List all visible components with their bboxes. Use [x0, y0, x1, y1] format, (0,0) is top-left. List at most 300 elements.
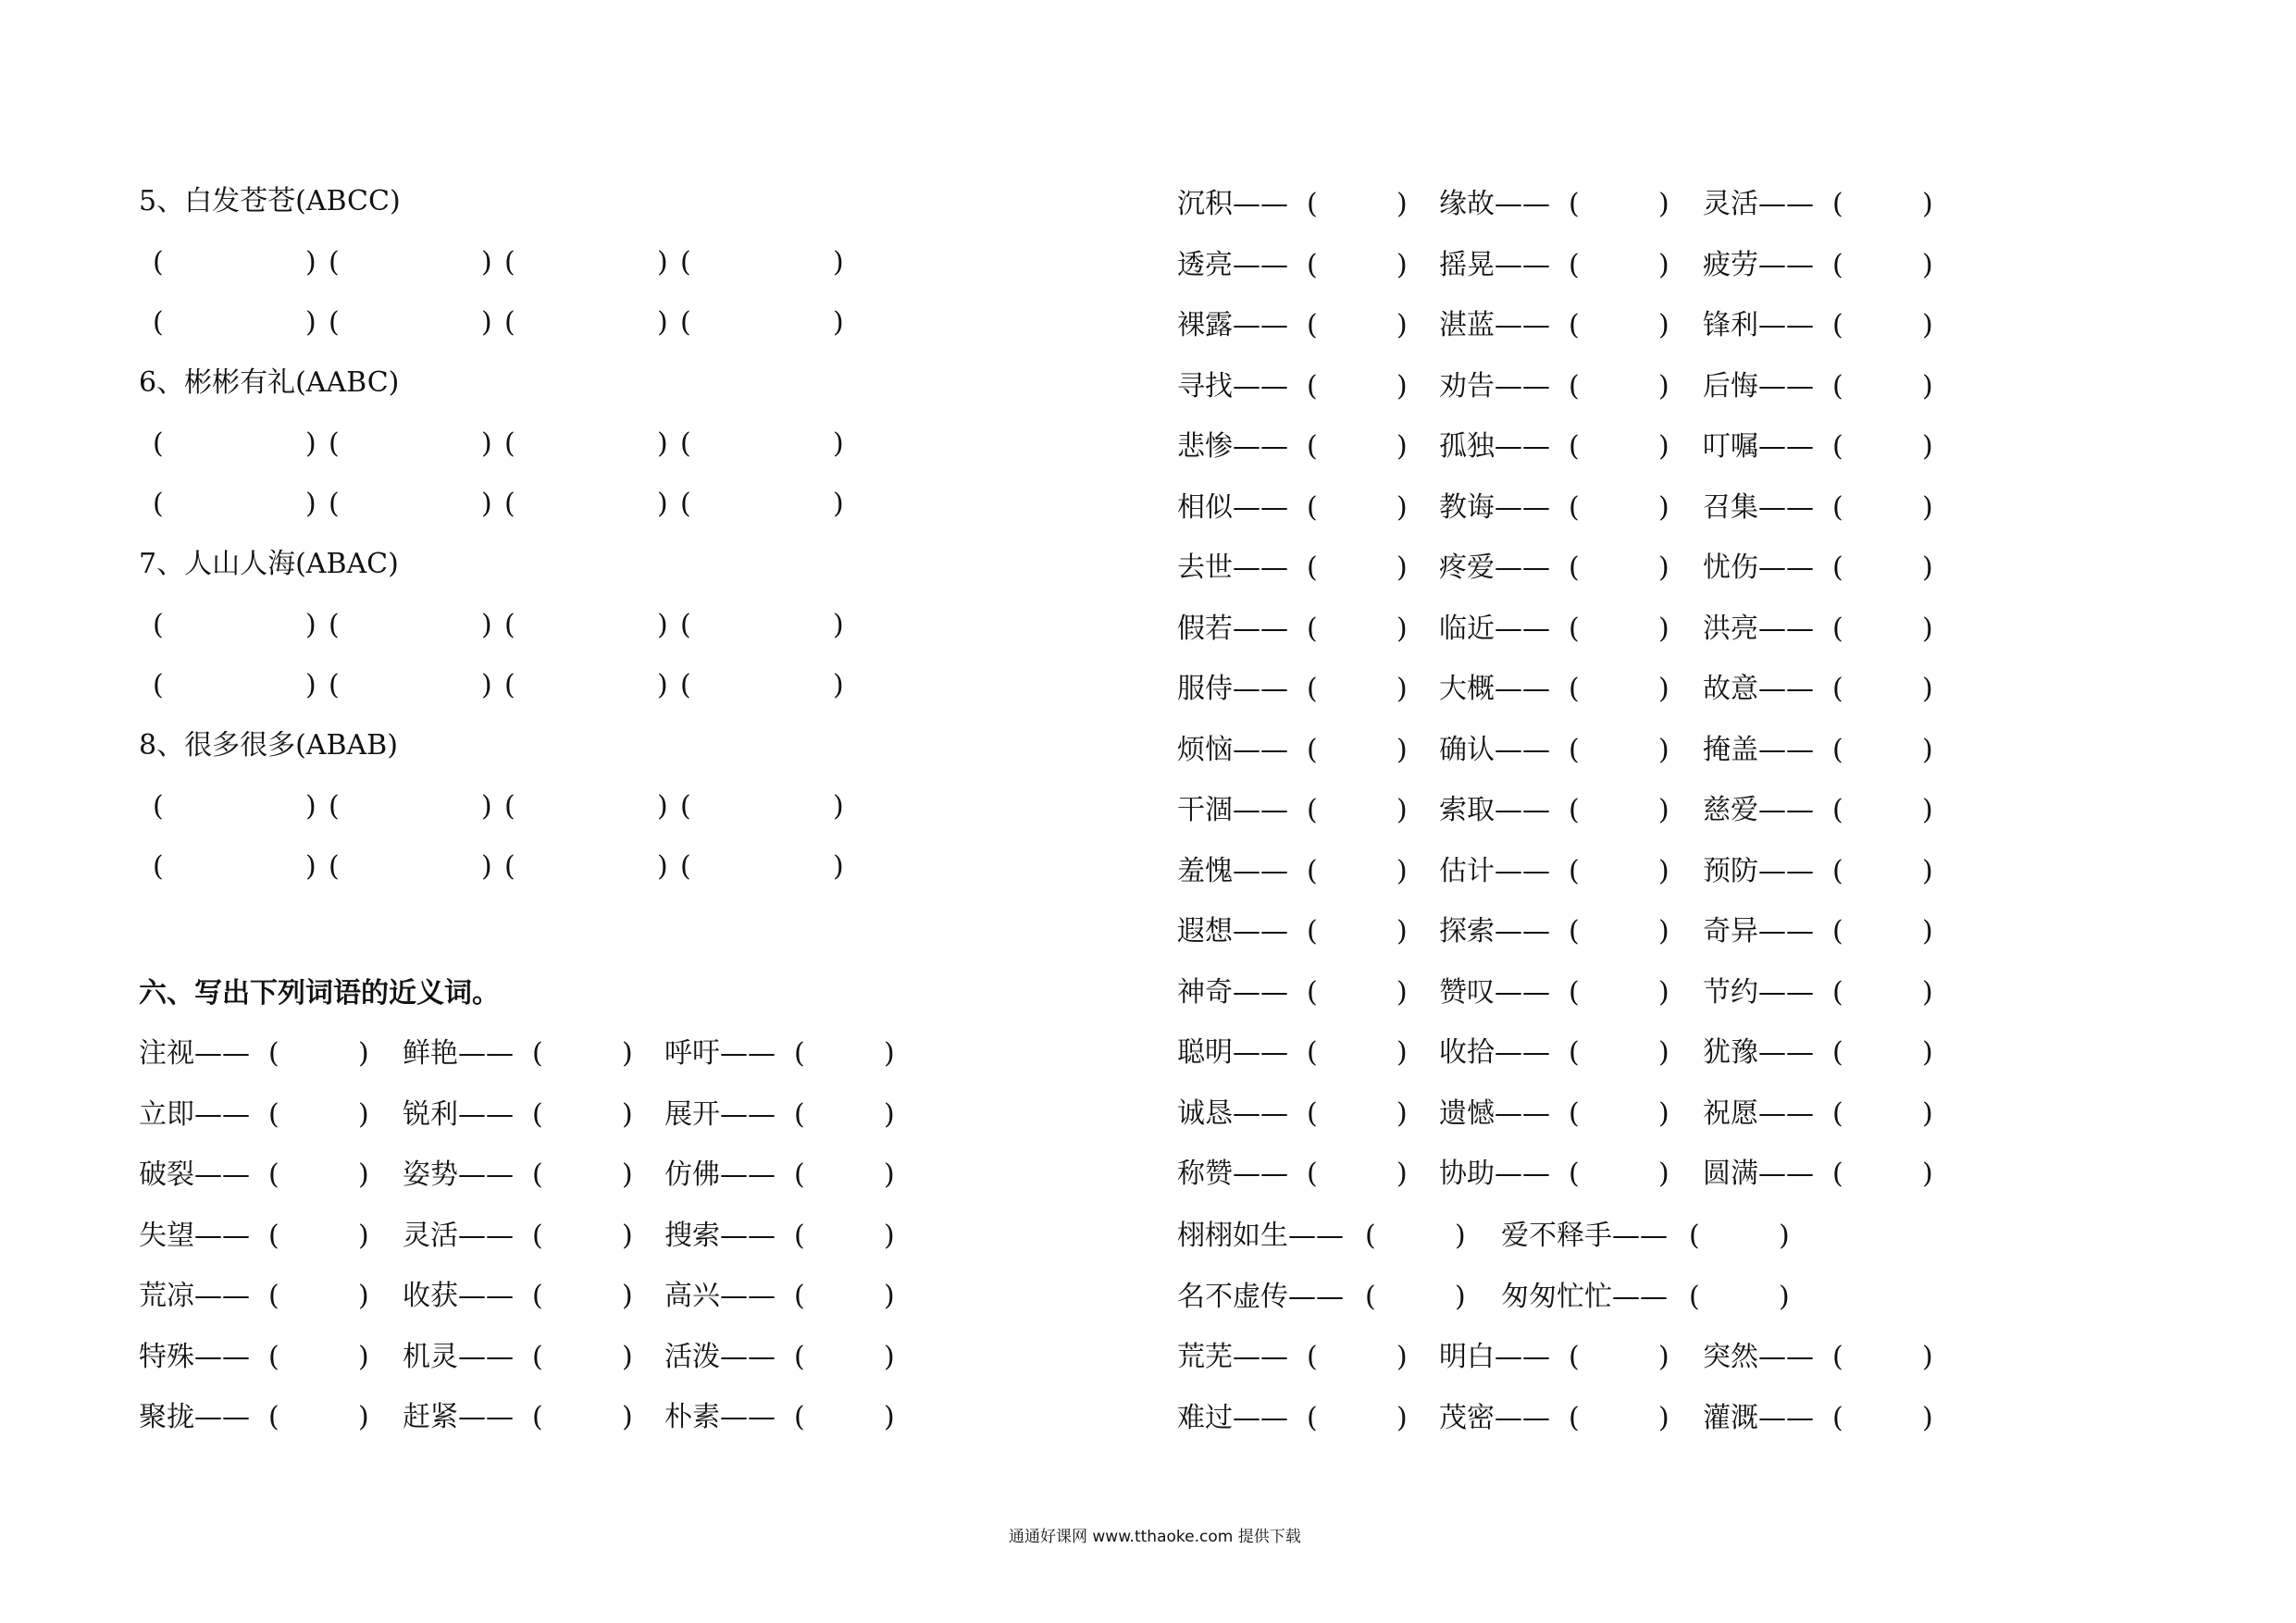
synonym-blank-close-paren: ) — [1922, 915, 1933, 948]
synonym-word: 特殊—— — [139, 1340, 250, 1373]
synonym-blank-open-paren: ( — [1307, 612, 1318, 645]
answer-blank-close-paren: ) — [833, 427, 844, 460]
synonym-blank-close-paren: ) — [358, 1219, 369, 1252]
synonym-blank-open-paren: ( — [794, 1097, 805, 1131]
synonym-word: 诚恳—— — [1177, 1096, 1288, 1130]
answer-blank-close-paren: ) — [305, 427, 316, 460]
synonym-word: 锐利—— — [403, 1097, 514, 1131]
synonym-blank-open-paren: ( — [1832, 612, 1843, 645]
synonym-blank-open-paren: ( — [1832, 188, 1843, 220]
synonym-blank-close-paren: ) — [1658, 975, 1669, 1009]
synonym-word: 相似—— — [1177, 490, 1288, 524]
synonym-word: 假若—— — [1177, 612, 1288, 645]
synonym-blank-open-paren: ( — [1569, 1036, 1580, 1069]
answer-blank-open-paren: ( — [504, 669, 515, 701]
synonym-word: 沉积—— — [1177, 188, 1288, 220]
synonym-blank-close-paren: ) — [1658, 369, 1669, 403]
pattern-title: 6、彬彬有礼(AABC) — [139, 366, 400, 399]
synonym-word: 呼吁—— — [664, 1037, 776, 1070]
synonym-blank-open-paren: ( — [1307, 1096, 1318, 1130]
synonym-word: 明白—— — [1439, 1341, 1550, 1373]
synonym-blank-open-paren: ( — [268, 1219, 279, 1252]
answer-blank-close-paren: ) — [481, 609, 492, 641]
synonym-word: 赞叹—— — [1439, 975, 1550, 1009]
answer-blank-open-paren: ( — [504, 427, 515, 460]
synonym-word: 奇异—— — [1703, 915, 1814, 948]
synonym-blank-close-paren: ) — [1396, 1096, 1408, 1130]
synonym-word: 聚拢—— — [139, 1401, 250, 1433]
synonym-blank-close-paren: ) — [622, 1037, 633, 1070]
synonym-word: 干涸—— — [1177, 794, 1288, 826]
synonym-blank-open-paren: ( — [1569, 794, 1580, 826]
idiom-blank-close-paren: ) — [1779, 1220, 1790, 1252]
synonym-word: 疲劳—— — [1703, 248, 1814, 281]
synonym-blank-close-paren: ) — [1922, 612, 1933, 645]
synonym-word: 召集—— — [1703, 490, 1814, 524]
synonym-word: 慈爱—— — [1703, 794, 1814, 826]
synonym-blank-open-paren: ( — [1832, 248, 1843, 281]
synonym-blank-close-paren: ) — [622, 1401, 633, 1433]
synonym-blank-open-paren: ( — [1307, 430, 1318, 463]
synonym-word: 估计—— — [1439, 854, 1550, 887]
synonym-blank-open-paren: ( — [268, 1037, 279, 1070]
synonym-word: 临近—— — [1439, 612, 1550, 645]
synonym-word: 收拾—— — [1439, 1036, 1550, 1069]
answer-blank-open-paren: ( — [680, 850, 691, 883]
synonym-blank-close-paren: ) — [622, 1340, 633, 1373]
synonym-blank-close-paren: ) — [884, 1340, 895, 1373]
synonym-word: 聪明—— — [1177, 1036, 1288, 1069]
answer-blank-close-paren: ) — [833, 790, 844, 823]
synonym-blank-close-paren: ) — [1396, 188, 1408, 220]
synonym-blank-close-paren: ) — [1922, 188, 1933, 220]
answer-blank-open-paren: ( — [153, 427, 164, 460]
synonym-blank-open-paren: ( — [1307, 673, 1318, 705]
synonym-blank-open-paren: ( — [1569, 490, 1580, 524]
synonym-blank-open-paren: ( — [1832, 854, 1843, 887]
synonym-blank-close-paren: ) — [1922, 1401, 1933, 1434]
synonym-blank-open-paren: ( — [1832, 551, 1843, 584]
synonym-blank-open-paren: ( — [1832, 1158, 1843, 1190]
answer-blank-close-paren: ) — [305, 306, 316, 339]
synonym-blank-open-paren: ( — [532, 1097, 543, 1131]
synonym-blank-open-paren: ( — [1307, 1341, 1318, 1373]
synonym-word: 搜索—— — [664, 1219, 776, 1252]
synonym-blank-close-paren: ) — [1396, 490, 1408, 524]
synonym-blank-open-paren: ( — [532, 1219, 543, 1252]
synonym-blank-close-paren: ) — [1658, 490, 1669, 524]
idiom-word: 匆匆忙忙—— — [1501, 1280, 1668, 1313]
synonym-blank-open-paren: ( — [1569, 733, 1580, 766]
pattern-title: 5、白发苍苍(ABCC) — [139, 185, 401, 217]
synonym-blank-close-paren: ) — [1922, 975, 1933, 1009]
synonym-blank-open-paren: ( — [1832, 794, 1843, 826]
synonym-blank-close-paren: ) — [1922, 369, 1933, 403]
idiom-blank-open-paren: ( — [1365, 1220, 1376, 1252]
synonym-blank-close-paren: ) — [1396, 794, 1408, 826]
idiom-blank-close-paren: ) — [1779, 1280, 1790, 1313]
synonym-word: 去世—— — [1177, 551, 1288, 584]
synonym-blank-close-paren: ) — [1658, 673, 1669, 705]
synonym-blank-open-paren: ( — [1832, 733, 1843, 766]
idiom-blank-close-paren: ) — [1455, 1220, 1466, 1252]
synonym-blank-close-paren: ) — [1658, 733, 1669, 766]
synonym-blank-close-paren: ) — [1396, 369, 1408, 403]
synonym-blank-open-paren: ( — [1569, 369, 1580, 403]
synonym-blank-open-paren: ( — [794, 1280, 805, 1312]
synonym-blank-close-paren: ) — [358, 1401, 369, 1433]
synonym-blank-close-paren: ) — [1396, 612, 1408, 645]
synonym-blank-open-paren: ( — [1569, 248, 1580, 281]
synonym-blank-close-paren: ) — [884, 1158, 895, 1191]
answer-blank-open-paren: ( — [680, 246, 691, 279]
synonym-word: 破裂—— — [139, 1158, 250, 1191]
synonym-word: 机灵—— — [403, 1340, 514, 1373]
synonym-blank-close-paren: ) — [1922, 673, 1933, 705]
synonym-word: 教诲—— — [1439, 490, 1550, 524]
synonym-blank-open-paren: ( — [1832, 430, 1843, 463]
answer-blank-open-paren: ( — [329, 790, 340, 823]
synonym-blank-open-paren: ( — [1569, 1401, 1580, 1434]
answer-blank-open-paren: ( — [680, 306, 691, 339]
answer-blank-open-paren: ( — [153, 850, 164, 883]
synonym-word: 遐想—— — [1177, 915, 1288, 948]
synonym-blank-close-paren: ) — [1396, 430, 1408, 463]
synonym-blank-open-paren: ( — [1569, 430, 1580, 463]
synonym-blank-close-paren: ) — [1658, 1096, 1669, 1130]
synonym-blank-close-paren: ) — [1396, 309, 1408, 341]
synonym-word: 仿佛—— — [664, 1158, 776, 1191]
synonym-word: 灌溉—— — [1703, 1401, 1814, 1434]
answer-blank-close-paren: ) — [481, 850, 492, 883]
pattern-title: 7、人山人海(ABAC) — [139, 548, 399, 580]
synonym-blank-open-paren: ( — [1832, 369, 1843, 403]
section-heading: 六、写出下列词语的近义词。 — [139, 977, 500, 1010]
answer-blank-open-paren: ( — [504, 609, 515, 641]
synonym-word: 活泼—— — [664, 1340, 776, 1373]
synonym-word: 注视—— — [139, 1037, 250, 1070]
synonym-blank-close-paren: ) — [1396, 673, 1408, 705]
synonym-blank-open-paren: ( — [532, 1037, 543, 1070]
idiom-word: 爱不释手—— — [1501, 1220, 1668, 1252]
synonym-blank-close-paren: ) — [1658, 854, 1669, 887]
answer-blank-close-paren: ) — [305, 246, 316, 279]
synonym-blank-close-paren: ) — [358, 1280, 369, 1312]
synonym-word: 服侍—— — [1177, 673, 1288, 705]
synonym-blank-open-paren: ( — [532, 1280, 543, 1312]
answer-blank-open-paren: ( — [153, 669, 164, 701]
answer-blank-close-paren: ) — [833, 488, 844, 520]
synonym-blank-open-paren: ( — [268, 1280, 279, 1312]
answer-blank-close-paren: ) — [305, 609, 316, 641]
synonym-word: 孤独—— — [1439, 430, 1550, 463]
synonym-blank-close-paren: ) — [1922, 854, 1933, 887]
synonym-word: 疼爱—— — [1439, 551, 1550, 584]
answer-blank-close-paren: ) — [481, 427, 492, 460]
synonym-blank-open-paren: ( — [1307, 551, 1318, 584]
synonym-word: 遗憾—— — [1439, 1096, 1550, 1130]
synonym-blank-close-paren: ) — [1396, 1036, 1408, 1069]
answer-blank-close-paren: ) — [833, 246, 844, 279]
answer-blank-open-paren: ( — [153, 790, 164, 823]
answer-blank-open-paren: ( — [504, 246, 515, 279]
answer-blank-open-paren: ( — [153, 246, 164, 279]
answer-blank-close-paren: ) — [657, 306, 668, 339]
synonym-word: 荒凉—— — [139, 1280, 250, 1312]
answer-blank-open-paren: ( — [504, 790, 515, 823]
synonym-blank-open-paren: ( — [1569, 975, 1580, 1009]
synonym-blank-close-paren: ) — [1658, 1341, 1669, 1373]
synonym-blank-open-paren: ( — [1832, 1096, 1843, 1130]
synonym-blank-open-paren: ( — [1307, 248, 1318, 281]
synonym-blank-close-paren: ) — [1396, 551, 1408, 584]
synonym-word: 缘故—— — [1439, 188, 1550, 220]
synonym-word: 锋利—— — [1703, 309, 1814, 341]
answer-blank-open-paren: ( — [329, 427, 340, 460]
synonym-blank-close-paren: ) — [1922, 794, 1933, 826]
answer-blank-open-paren: ( — [153, 488, 164, 520]
answer-blank-open-paren: ( — [680, 790, 691, 823]
synonym-blank-close-paren: ) — [1922, 551, 1933, 584]
synonym-blank-open-paren: ( — [1569, 1096, 1580, 1130]
synonym-blank-open-paren: ( — [1832, 673, 1843, 705]
synonym-word: 确认—— — [1439, 733, 1550, 766]
answer-blank-open-paren: ( — [329, 246, 340, 279]
answer-blank-close-paren: ) — [657, 246, 668, 279]
synonym-blank-open-paren: ( — [1307, 309, 1318, 341]
answer-blank-close-paren: ) — [833, 669, 844, 701]
synonym-blank-close-paren: ) — [1922, 733, 1933, 766]
synonym-blank-open-paren: ( — [1569, 1341, 1580, 1373]
synonym-blank-close-paren: ) — [1658, 612, 1669, 645]
footer-credit: 通通好课网 www.tthaoke.com 提供下载 — [1009, 1528, 1301, 1546]
answer-blank-open-paren: ( — [329, 850, 340, 883]
synonym-word: 透亮—— — [1177, 248, 1288, 281]
synonym-blank-open-paren: ( — [794, 1401, 805, 1433]
synonym-blank-open-paren: ( — [1307, 1036, 1318, 1069]
synonym-blank-open-paren: ( — [1569, 309, 1580, 341]
synonym-blank-open-paren: ( — [794, 1219, 805, 1252]
synonym-word: 裸露—— — [1177, 309, 1288, 341]
synonym-blank-open-paren: ( — [1569, 551, 1580, 584]
synonym-blank-open-paren: ( — [1307, 188, 1318, 220]
synonym-blank-open-paren: ( — [1307, 1401, 1318, 1434]
synonym-word: 探索—— — [1439, 915, 1550, 948]
pattern-title: 8、很多很多(ABAB) — [139, 729, 398, 762]
synonym-word: 预防—— — [1703, 854, 1814, 887]
answer-blank-close-paren: ) — [481, 488, 492, 520]
answer-blank-open-paren: ( — [329, 488, 340, 520]
synonym-word: 摇晃—— — [1439, 248, 1550, 281]
answer-blank-open-paren: ( — [504, 306, 515, 339]
synonym-word: 展开—— — [664, 1097, 776, 1131]
synonym-blank-open-paren: ( — [1307, 490, 1318, 524]
synonym-word: 朴素—— — [664, 1401, 776, 1433]
synonym-word: 姿势—— — [403, 1158, 514, 1191]
synonym-blank-open-paren: ( — [1832, 490, 1843, 524]
synonym-blank-open-paren: ( — [1569, 915, 1580, 948]
synonym-blank-close-paren: ) — [884, 1037, 895, 1070]
synonym-word: 节约—— — [1703, 975, 1814, 1009]
synonym-blank-open-paren: ( — [268, 1401, 279, 1433]
synonym-word: 赶紧—— — [403, 1401, 514, 1433]
synonym-blank-open-paren: ( — [1307, 854, 1318, 887]
synonym-blank-open-paren: ( — [1307, 794, 1318, 826]
synonym-blank-open-paren: ( — [1569, 612, 1580, 645]
answer-blank-open-paren: ( — [680, 669, 691, 701]
synonym-blank-close-paren: ) — [1922, 490, 1933, 524]
answer-blank-close-paren: ) — [481, 306, 492, 339]
synonym-word: 犹豫—— — [1703, 1036, 1814, 1069]
synonym-blank-close-paren: ) — [1922, 1158, 1933, 1190]
synonym-blank-close-paren: ) — [1922, 1096, 1933, 1130]
idiom-word: 名不虚传—— — [1177, 1280, 1344, 1313]
answer-blank-close-paren: ) — [657, 850, 668, 883]
synonym-blank-close-paren: ) — [1396, 1341, 1408, 1373]
synonym-blank-open-paren: ( — [1832, 975, 1843, 1009]
synonym-blank-open-paren: ( — [1569, 854, 1580, 887]
synonym-blank-close-paren: ) — [358, 1097, 369, 1131]
idiom-blank-open-paren: ( — [1689, 1280, 1700, 1313]
synonym-word: 故意—— — [1703, 673, 1814, 705]
answer-blank-close-paren: ) — [481, 790, 492, 823]
synonym-blank-open-paren: ( — [1832, 915, 1843, 948]
synonym-word: 称赞—— — [1177, 1158, 1288, 1190]
answer-blank-close-paren: ) — [657, 609, 668, 641]
synonym-word: 突然—— — [1703, 1341, 1814, 1373]
synonym-blank-close-paren: ) — [1658, 1401, 1669, 1434]
synonym-blank-close-paren: ) — [1396, 1401, 1408, 1434]
synonym-blank-open-paren: ( — [1569, 673, 1580, 705]
synonym-word: 洪亮—— — [1703, 612, 1814, 645]
synonym-blank-close-paren: ) — [1396, 854, 1408, 887]
synonym-blank-close-paren: ) — [358, 1037, 369, 1070]
synonym-blank-open-paren: ( — [1832, 1341, 1843, 1373]
synonym-blank-open-paren: ( — [1307, 369, 1318, 403]
answer-blank-close-paren: ) — [305, 488, 316, 520]
synonym-blank-open-paren: ( — [532, 1401, 543, 1433]
answer-blank-close-paren: ) — [833, 609, 844, 641]
synonym-word: 羞愧—— — [1177, 854, 1288, 887]
idiom-blank-open-paren: ( — [1365, 1280, 1376, 1313]
synonym-blank-open-paren: ( — [1569, 1158, 1580, 1190]
synonym-word: 忧伤—— — [1703, 551, 1814, 584]
synonym-word: 劝告—— — [1439, 369, 1550, 403]
answer-blank-close-paren: ) — [833, 850, 844, 883]
synonym-blank-close-paren: ) — [622, 1219, 633, 1252]
synonym-blank-open-paren: ( — [1832, 1401, 1843, 1434]
synonym-blank-close-paren: ) — [622, 1158, 633, 1191]
synonym-blank-open-paren: ( — [1307, 975, 1318, 1009]
synonym-word: 难过—— — [1177, 1401, 1288, 1434]
synonym-word: 祝愿—— — [1703, 1096, 1814, 1130]
synonym-blank-close-paren: ) — [1922, 248, 1933, 281]
synonym-word: 索取—— — [1439, 794, 1550, 826]
synonym-blank-close-paren: ) — [1658, 551, 1669, 584]
answer-blank-open-paren: ( — [504, 850, 515, 883]
answer-blank-close-paren: ) — [833, 306, 844, 339]
synonym-blank-close-paren: ) — [1658, 1158, 1669, 1190]
synonym-word: 神奇—— — [1177, 975, 1288, 1009]
synonym-blank-close-paren: ) — [358, 1158, 369, 1191]
answer-blank-open-paren: ( — [504, 488, 515, 520]
synonym-blank-close-paren: ) — [1396, 733, 1408, 766]
synonym-blank-close-paren: ) — [1922, 1341, 1933, 1373]
answer-blank-close-paren: ) — [481, 246, 492, 279]
synonym-word: 荒芜—— — [1177, 1341, 1288, 1373]
synonym-blank-close-paren: ) — [1658, 248, 1669, 281]
synonym-word: 灵活—— — [403, 1219, 514, 1252]
synonym-blank-close-paren: ) — [1658, 309, 1669, 341]
synonym-word: 后悔—— — [1703, 369, 1814, 403]
answer-blank-open-paren: ( — [329, 306, 340, 339]
synonym-blank-open-paren: ( — [268, 1097, 279, 1131]
synonym-blank-close-paren: ) — [1658, 915, 1669, 948]
synonym-blank-close-paren: ) — [1658, 430, 1669, 463]
idiom-word: 栩栩如生—— — [1177, 1220, 1344, 1252]
synonym-word: 叮嘱—— — [1703, 430, 1814, 463]
synonym-blank-close-paren: ) — [1396, 1158, 1408, 1190]
synonym-blank-open-paren: ( — [1307, 1158, 1318, 1190]
answer-blank-open-paren: ( — [153, 306, 164, 339]
synonym-blank-close-paren: ) — [884, 1097, 895, 1131]
synonym-word: 高兴—— — [664, 1280, 776, 1312]
answer-blank-close-paren: ) — [657, 488, 668, 520]
synonym-blank-open-paren: ( — [1832, 309, 1843, 341]
synonym-blank-close-paren: ) — [1922, 1036, 1933, 1069]
synonym-blank-close-paren: ) — [884, 1280, 895, 1312]
answer-blank-close-paren: ) — [305, 790, 316, 823]
synonym-blank-close-paren: ) — [884, 1401, 895, 1433]
synonym-blank-open-paren: ( — [794, 1158, 805, 1191]
synonym-blank-close-paren: ) — [1922, 430, 1933, 463]
synonym-blank-open-paren: ( — [1307, 915, 1318, 948]
synonym-word: 立即—— — [139, 1097, 250, 1131]
synonym-word: 烦恼—— — [1177, 733, 1288, 766]
synonym-blank-close-paren: ) — [884, 1219, 895, 1252]
idiom-blank-open-paren: ( — [1689, 1220, 1700, 1252]
synonym-blank-open-paren: ( — [532, 1158, 543, 1191]
answer-blank-close-paren: ) — [481, 669, 492, 701]
synonym-blank-open-paren: ( — [794, 1340, 805, 1373]
answer-blank-open-paren: ( — [680, 488, 691, 520]
synonym-blank-open-paren: ( — [794, 1037, 805, 1070]
answer-blank-close-paren: ) — [305, 850, 316, 883]
synonym-blank-close-paren: ) — [1658, 1036, 1669, 1069]
synonym-blank-close-paren: ) — [622, 1097, 633, 1131]
answer-blank-open-paren: ( — [329, 669, 340, 701]
synonym-word: 湛蓝—— — [1439, 309, 1550, 341]
answer-blank-open-paren: ( — [329, 609, 340, 641]
synonym-word: 茂密—— — [1439, 1401, 1550, 1434]
synonym-blank-close-paren: ) — [1922, 309, 1933, 341]
synonym-blank-open-paren: ( — [268, 1158, 279, 1191]
synonym-blank-close-paren: ) — [1396, 248, 1408, 281]
synonym-word: 灵活—— — [1703, 188, 1814, 220]
synonym-word: 圆满—— — [1703, 1158, 1814, 1190]
synonym-blank-open-paren: ( — [268, 1340, 279, 1373]
synonym-blank-close-paren: ) — [1396, 915, 1408, 948]
synonym-word: 大概—— — [1439, 673, 1550, 705]
synonym-word: 收获—— — [403, 1280, 514, 1312]
synonym-blank-open-paren: ( — [532, 1340, 543, 1373]
synonym-word: 寻找—— — [1177, 369, 1288, 403]
synonym-blank-close-paren: ) — [622, 1280, 633, 1312]
synonym-blank-close-paren: ) — [1396, 975, 1408, 1009]
synonym-blank-open-paren: ( — [1307, 733, 1318, 766]
answer-blank-close-paren: ) — [657, 669, 668, 701]
synonym-blank-close-paren: ) — [1658, 794, 1669, 826]
